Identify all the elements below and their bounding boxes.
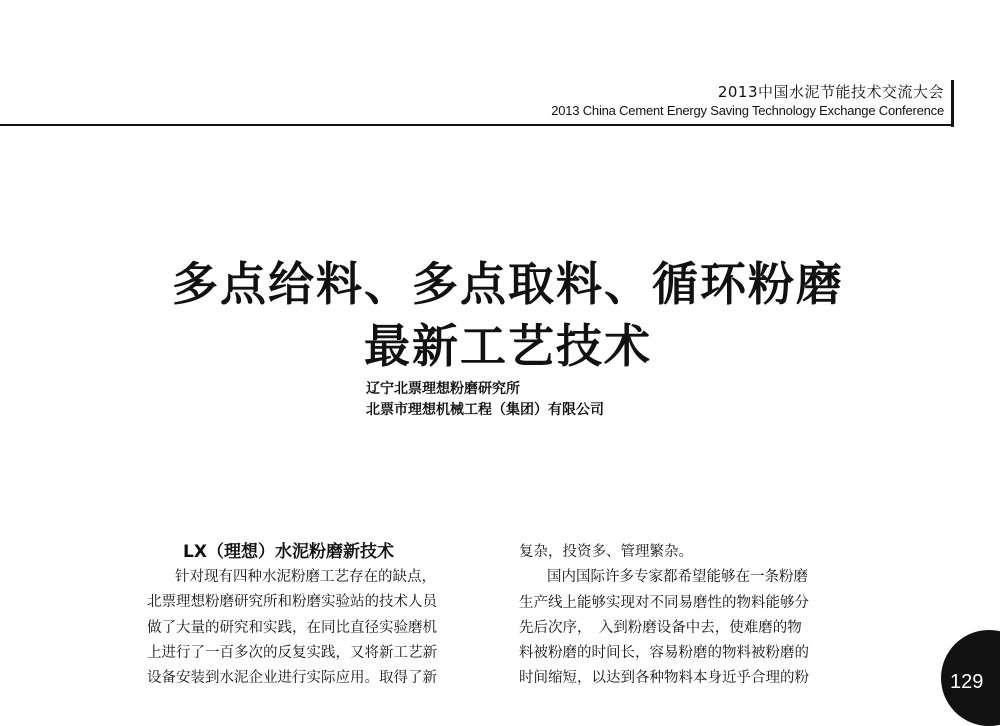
right-column [519, 540, 871, 692]
body-line: 上进行了一百多次的反复实践，又将新工艺新 [147, 644, 437, 661]
body-line: 设备安装到水泥企业进行实际应用。取得了新 [147, 670, 437, 687]
header-rule [0, 124, 954, 126]
body-line: 国内国际许多专家都希望能够在一条粉磨 [547, 569, 808, 586]
body-line: 复杂，投资多、管理繁杂。 [519, 544, 693, 560]
header-vertical-rule [951, 80, 954, 127]
body-line: 北票理想粉磨研究所和粉磨实验站的技术人员 [147, 594, 437, 611]
affiliation-1: 辽宁北票理想粉磨研究所 [366, 381, 520, 397]
section-heading: LX（理想）水泥粉磨新技术 [183, 542, 394, 562]
conference-title-cn: 2013中国水泥节能技术交流大会 [717, 83, 944, 101]
body-line: 针对现有四种水泥粉磨工艺存在的缺点， [175, 569, 436, 585]
body-line: 料被粉磨的时间长，容易粉磨的物料被粉磨的 [519, 645, 809, 662]
conference-title-en: 2013 China Cement Energy Saving Technology Exchange Conference [551, 103, 944, 118]
body-line: 做了大量的研究和实践，在同比直径实验磨机 [147, 619, 437, 636]
body-line: 先后次序， 入到粉磨设备中去，使难磨的物 [519, 619, 802, 636]
article-title-line-1: 多点给料、多点取料、循环粉磨 [172, 257, 844, 311]
article-title-line-2: 最新工艺技术 [364, 319, 652, 373]
affiliation-2: 北票市理想机械工程（集团）有限公司 [366, 402, 604, 418]
body-line: 生产线上能够实现对不同易磨性的物料能够分 [519, 594, 809, 611]
left-column [147, 540, 499, 691]
page-number: 129 [950, 671, 984, 693]
body-line: 时间缩短，以达到各种物料本身近乎合理的粉 [519, 670, 809, 687]
